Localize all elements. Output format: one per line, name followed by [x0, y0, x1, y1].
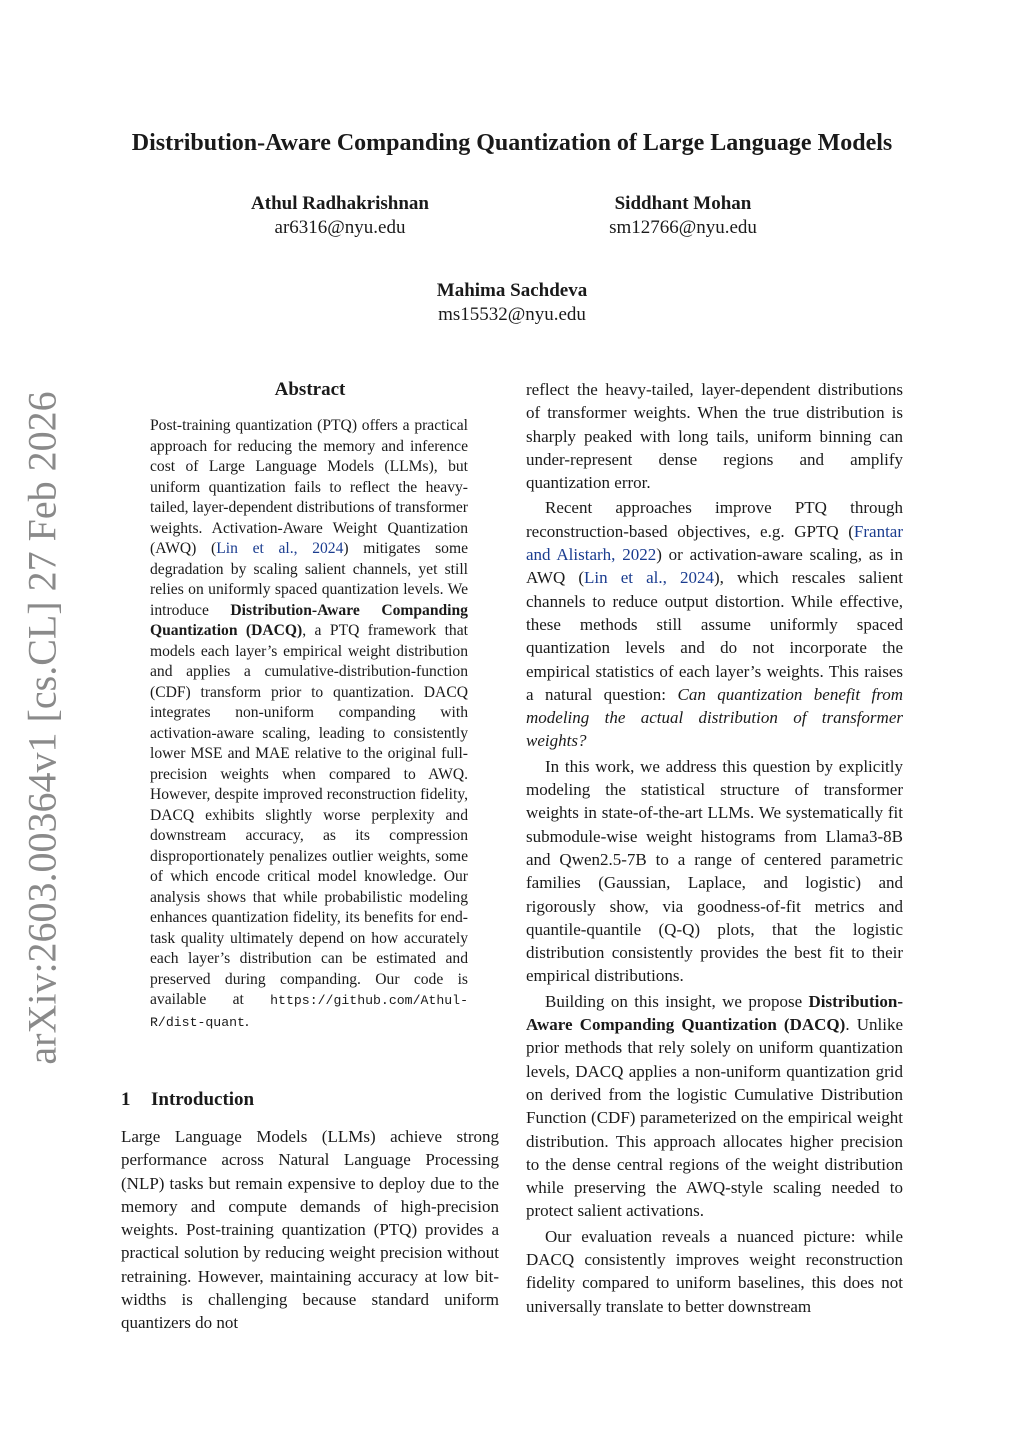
paragraph: Our evaluation reveals a nuanced picture: while DACQ consistently improves weight reconstruction fidelity compared to uniform baselines, this does not universally translate to better downstream [526, 1226, 903, 1316]
section-number: 1 [121, 1089, 131, 1110]
citation-link[interactable]: Frantar and Alistarh, 2022 [526, 521, 903, 565]
paper-title: Distribution-Aware Companding Quantization of Large Language Models [131, 130, 893, 156]
author-email: ms15532@nyu.edu [438, 304, 586, 325]
paragraph: Large Language Models (LLMs) achieve strong performance across Natural Language Processing (NLP) tasks but remain expensive to deploy due to the memory and compute demands of high-precision weights. Post-training quantization (PTQ) provides a practical solution by reducing weight precision without retraining. However, maintaining accuracy at low bit-widths is challenging because standard uniform quantizers do not [121, 1127, 499, 1333]
right-column-text [526, 378, 903, 1318]
author-name: Mahima Sachdeva [436, 280, 588, 301]
paragraph-text: ) or activation-aware scaling, as in AWQ ( [526, 545, 903, 588]
abstract-text: ) mitigates some degradation by scaling salient channels, yet still relies on uniformly spaced quantization levels. We introduce [150, 540, 469, 619]
citation-link[interactable]: Lin et al., 2024 [216, 540, 344, 557]
paragraph: reflect the heavy-tailed, layer-dependent distributions of transformer weights. When the true distribution is sharply peaked with long tails, uniform binning can under-represent dense regions and amplify quantization error. [526, 380, 903, 493]
citation-link[interactable]: Lin et al., 2024 [584, 568, 715, 588]
author-name: Siddhant Mohan [614, 193, 752, 214]
author-email: sm12766@nyu.edu [609, 217, 757, 238]
author-block [583, 192, 783, 240]
section-heading [121, 1089, 254, 1111]
author-block [412, 279, 612, 327]
author-email: ar6316@nyu.edu [274, 217, 406, 238]
paragraph-text: Building on this insight, we propose [545, 991, 809, 1011]
abstract-text: , a PTQ framework that models each layer’s empirical weight distribution and applies a cumulative-distribution-function (CDF) transform prior to quantization. DACQ integrates non-uniform companding with activation-aware scaling, leading to consistently lower MSE and MAE relative to the original full-precision weights when compared to AWQ. However, despite improved reconstruction fidelity, DACQ exhibits slightly worse perplexity and downstream accuracy, as its compression disproportionately penalizes outlier weights, some of which encode critical model knowledge. Our analysis shows that while probabilistic modeling enhances quantization fidelity, its benefits for end-task quality ultimately depend on how accurately each layer’s distribution can be estimated and preserved during companding. Our code is available at [150, 622, 468, 1008]
paragraph-text: ), which rescales salient channels to reduce output distortion. While effective, these methods still assume uniformly spaced quantization levels and do not incorporate the empirical statistics of each layer’s weights. This raises a natural question: [526, 568, 903, 704]
abstract-heading: Abstract [274, 379, 346, 400]
paragraph-text: Recent approaches improve PTQ through reconstruction-based objectives, e.g. GPTQ ( [526, 498, 903, 541]
method-name: Distribution-Aware Companding Quantization (DACQ) [150, 601, 468, 639]
left-column-text [121, 1125, 499, 1335]
paragraph [526, 990, 903, 1223]
code-url-link[interactable]: https://github.com/Athul-R/dist-quant [150, 993, 468, 1030]
paragraph-text: . Unlike prior methods that rely solely on uniform quantization levels, DACQ applies a non-uniform quantization grid on derived from the logistic Cumulative Distribution Function (CDF) parameterized on the empirical weight distribution. This approach allocates higher precision to the dense central regions of the weight distribution while preserving the AWQ-style scaling needed to protect salient activations. [526, 1015, 903, 1221]
research-question: Can quantization benefit from modeling the actual distribution of transformer weights? [526, 684, 904, 751]
abstract-text: Post-training quantization (PTQ) offers a practical approach for reducing the memory and inference cost of Large Language Models (LLMs), but uniform quantization fails to reflect the heavy-tailed, layer-dependent distributions of transformer weights. Activation-Aware Weight Quantization (AWQ) ( [150, 417, 468, 557]
author-name: Athul Radhakrishnan [251, 193, 429, 214]
paragraph [526, 496, 903, 752]
section-title: Introduction [151, 1089, 255, 1110]
abstract-body [150, 416, 468, 1033]
method-name: Distribution-Aware Companding Quantization (DACQ) [526, 991, 903, 1035]
author-block [240, 192, 440, 240]
abstract-text: . [244, 1012, 249, 1030]
arxiv-identifier: arXiv:2603.00364v1 [cs.CL] 27 Feb 2026 [19, 391, 65, 1065]
paragraph: In this work, we address this question by explicitly modeling the statistical structure of transformer weights in state-of-the-art LLMs. We systematically fit submodule-wise weight histograms from Llama3-8B and Qwen2.5-7B to a range of centered parametric families (Gaussian, Laplace, and logistic) and rigorously show, via goodness-of-fit metrics and quantile-quantile (Q-Q) plots, that the logistic distribution consistently provides the best fit to their empirical distributions. [526, 756, 903, 986]
